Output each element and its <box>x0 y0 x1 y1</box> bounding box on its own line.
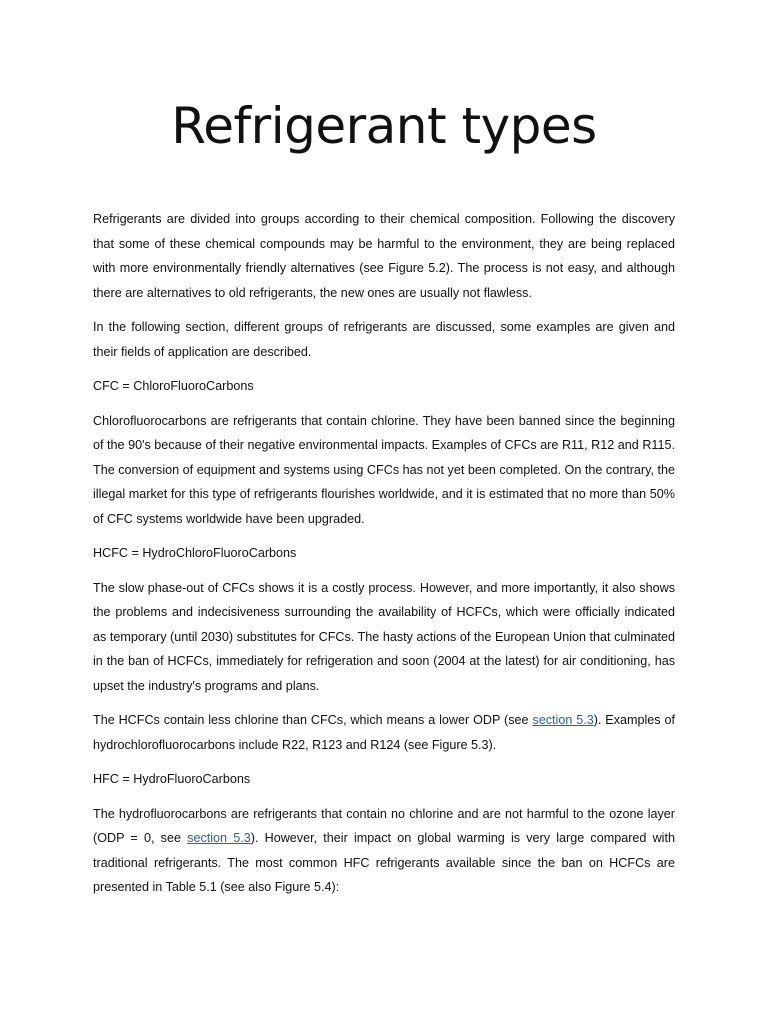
paragraph-hfc-text-end: ). However, their impact on global warming is very large compared with traditional refrigerants. The most common HFC refrigerants available since the ban on HCFCs are presented in Table 5.1 (see also Figure 5.4): <box>93 831 675 894</box>
paragraph-hfc <box>93 802 675 900</box>
paragraph-hcfc-odp-text-end: ). Examples of hydrochlorofluorocarbons include R22, R123 and R124 (see Figure 5.3). <box>93 713 675 752</box>
section-5-3-link-2[interactable]: section 5.3 <box>187 831 251 845</box>
paragraph-hfc-text-start: The hydrofluorocarbons are refrigerants that contain no chlorine and are not harmful to the ozone layer (ODP = 0, see <box>93 806 675 845</box>
page-title: Refrigerant types <box>171 97 597 155</box>
paragraph-intro: Refrigerants are divided into groups according to their chemical composition. Following the discovery that some of these chemical compounds may be harmful to the environment, they are being replaced with more environmentally friendly alternatives (see Figure 5.2). The process is not easy, and although there are alternatives to old refrigerants, the new ones are usually not flawless. <box>93 212 675 300</box>
document-body <box>93 207 675 910</box>
paragraph-hcfc-phaseout: The slow phase-out of CFCs shows it is a costly process. However, and more importantly, it also shows the problems and indecisiveness surrounding the availability of HCFCs, which were officially indicated as temporary (until 2030) substitutes for CFCs. The hasty actions of the European Union that culminated in the ban of HCFCs, immediately for refrigeration and soon (2004 at the latest) for air conditioning, has upset the industry's programs and plans. <box>93 580 675 693</box>
heading-hfc: HFC = HydroFluoroCarbons <box>93 772 251 786</box>
paragraph-cfc: Chlorofluorocarbons are refrigerants that contain chlorine. They have been banned since the beginning of the 90's because of their negative environmental impacts. Examples of CFCs are R11, R12 and R115. The conversion of equipment and systems using CFCs has not yet been completed. On the contrary, the illegal market for this type of refrigerants flourishes worldwide, and it is estimated that no more than 50% of CFC systems worldwide have been upgraded. <box>93 413 675 526</box>
paragraph-section-overview: In the following section, different groups of refrigerants are discussed, some examples are given and their fields of application are described. <box>93 320 675 359</box>
heading-cfc: CFC = ChloroFluoroCarbons <box>93 379 254 393</box>
heading-hcfc: HCFC = HydroChloroFluoroCarbons <box>93 546 297 560</box>
paragraph-hcfc-odp <box>93 708 675 757</box>
paragraph-hcfc-odp-text-start: The HCFCs contain less chlorine than CFCs, which means a lower ODP (see <box>93 713 533 727</box>
section-5-3-link[interactable]: section 5.3 <box>532 713 594 727</box>
